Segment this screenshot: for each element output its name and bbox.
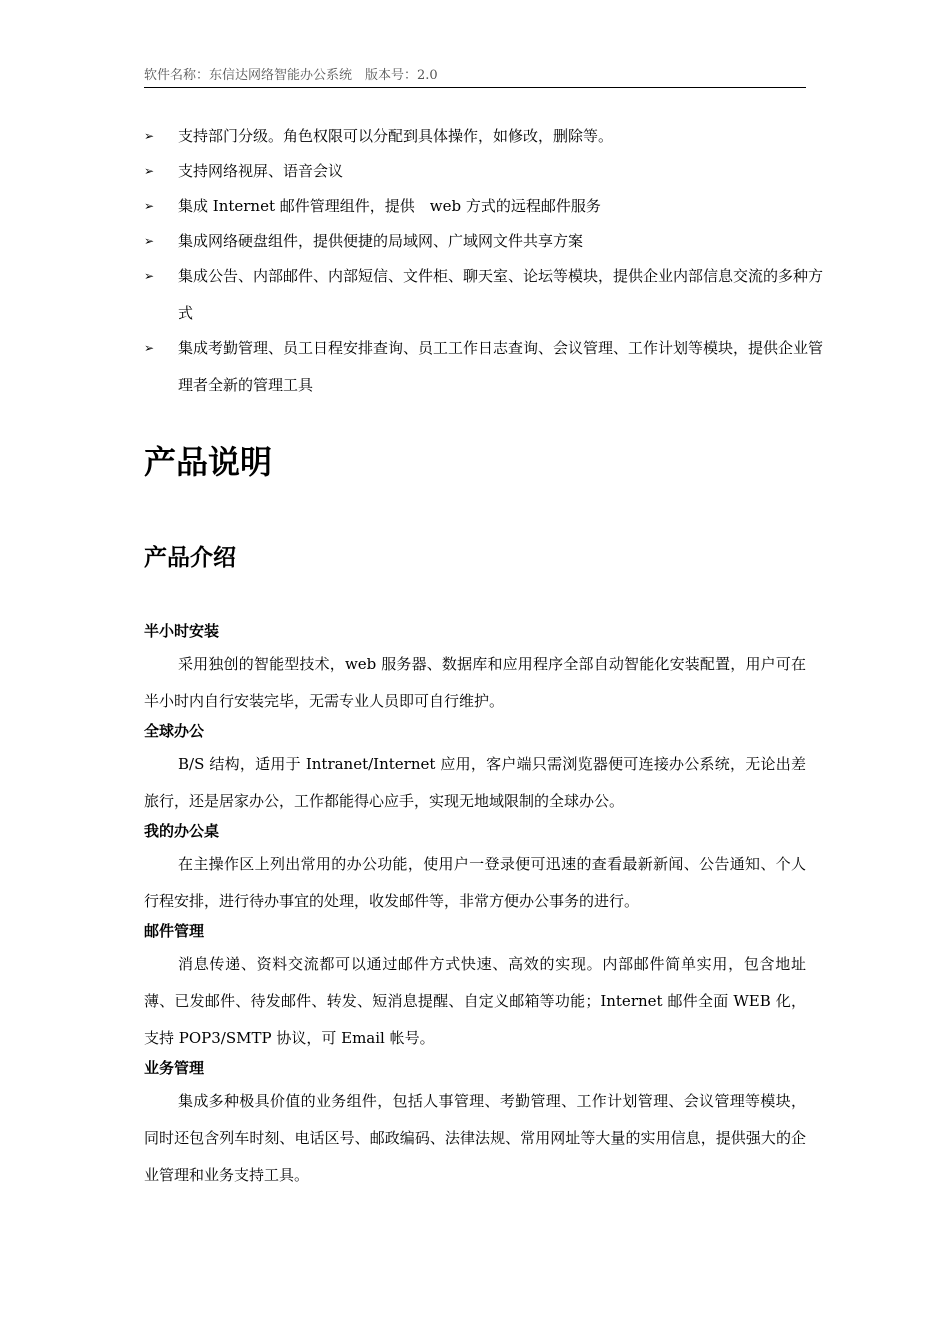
bullet-item	[144, 258, 824, 332]
arrow-bullet-icon: ➢	[144, 164, 155, 178]
section-title: 全球办公	[144, 722, 205, 740]
bullet-text: 集成考勤管理、员工日程安排查询、员工工作日志查询、会议管理、工作计划等模块，提供企业管理者全新的管理工具	[178, 339, 824, 394]
bullet-item	[144, 188, 824, 225]
bullet-text: 集成 Internet 邮件管理组件，提供 web 方式的远程邮件服务	[178, 197, 601, 215]
section-title: 业务管理	[144, 1059, 205, 1077]
bullet-text: 支持网络视屏、语音会议	[178, 162, 344, 180]
header-divider	[144, 87, 806, 88]
section-body: 在主操作区上列出常用的办公功能，使用户一登录便可迅速的查看最新新闻、公告通知、个人行程安排，进行待办事宜的处理，收发邮件等，非常方便办公事务的进行。	[144, 855, 806, 910]
section-title: 半小时安装	[144, 622, 220, 640]
section-my-desk	[144, 816, 806, 920]
section-body: 消息传递、资料交流都可以通过邮件方式快速、高效的实现。内部邮件简单实用，包含地址薄、已发邮件、待发邮件、转发、短消息提醒、自定义邮箱等功能；Internet 邮件全面 WEB 化，支持 POP3/SMTP 协议，可 Email 帐号。	[144, 955, 806, 1047]
page-header: 软件名称：东信达网络智能办公系统 版本号：2.0	[144, 68, 438, 83]
section-body: B/S 结构，适用于 Intranet/Internet 应用，客户端只需浏览器便可连接办公系统，无论出差旅行，还是居家办公，工作都能得心应手，实现无地域限制的全球办公。	[144, 755, 806, 810]
bullet-item	[144, 330, 824, 404]
arrow-bullet-icon: ➢	[144, 199, 155, 213]
section-global-office	[144, 716, 806, 820]
bullet-text: 集成网络硬盘组件，提供便捷的局域网、广域网文件共享方案	[178, 232, 584, 250]
bullet-text: 支持部门分级。角色权限可以分配到具体操作，如修改，删除等。	[178, 127, 614, 145]
section-title: 我的办公桌	[144, 822, 220, 840]
feature-bullet-list	[144, 118, 824, 402]
arrow-bullet-icon: ➢	[144, 234, 155, 248]
heading-product-introduction: 产品介绍	[144, 545, 236, 571]
section-quick-install	[144, 616, 806, 720]
section-mail-management	[144, 916, 806, 1057]
heading-product-description: 产品说明	[144, 443, 273, 481]
section-body: 采用独创的智能型技术，web 服务器、数据库和应用程序全部自动智能化安装配置，用户可在半小时内自行安装完毕，无需专业人员即可自行维护。	[144, 655, 806, 710]
section-title: 邮件管理	[144, 922, 205, 940]
arrow-bullet-icon: ➢	[144, 341, 155, 355]
arrow-bullet-icon: ➢	[144, 129, 155, 143]
bullet-text: 集成公告、内部邮件、内部短信、文件柜、聊天室、论坛等模块，提供企业内部信息交流的多种方式	[178, 267, 824, 322]
section-business-management	[144, 1053, 806, 1194]
feature-sections	[144, 616, 806, 1190]
arrow-bullet-icon: ➢	[144, 269, 155, 283]
bullet-item	[144, 153, 824, 190]
bullet-item	[144, 118, 824, 155]
bullet-item	[144, 223, 824, 260]
section-body: 集成多种极具价值的业务组件，包括人事管理、考勤管理、工作计划管理、会议管理等模块，同时还包含列车时刻、电话区号、邮政编码、法律法规、常用网址等大量的实用信息，提供强大的企业管理和业务支持工具。	[144, 1092, 806, 1184]
